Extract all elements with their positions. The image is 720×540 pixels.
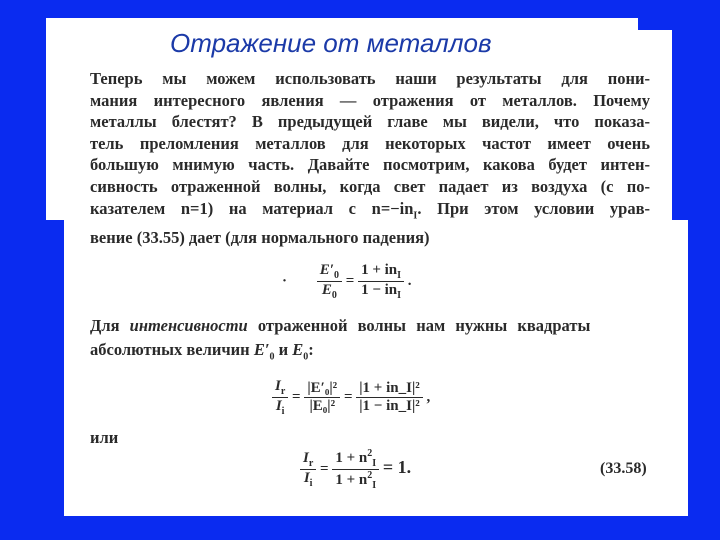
paragraph-line: тель преломления металлов для некоторых частот имеет очень bbox=[90, 133, 650, 153]
paragraph-text bbox=[90, 68, 650, 219]
slide-title: Отражение от металлов bbox=[170, 28, 492, 58]
eq1-lhs-fraction: $\frac{E'_0}{E_0}$ bbox=[317, 262, 342, 301]
paragraph-line-start: казателем n=1) на материал с n=−in bbox=[90, 198, 414, 218]
equals-sign: = bbox=[345, 272, 355, 289]
eq1-rhs-fraction: $\frac{1 + in_I}{1 - in_I}$ bbox=[358, 262, 404, 301]
equation-2: $\frac{I_r}{I_i}$ = $\frac{\text{|E′₀|²}}{\text{|E₀|²}}$ = $\frac{\text{|1 + in\_I|²}}{\text{|1 − in\_I|²}}$ , bbox=[272, 378, 430, 417]
equation-1: · $\frac{E'_0}{E_0}$ = $\frac{1 + in_I}{1 - in_I}$ . bbox=[282, 262, 412, 301]
paragraph-line: сивность отраженной волны, когда свет падает из воздуха (с по- bbox=[90, 176, 650, 196]
equation-number: (33.58) bbox=[600, 460, 647, 477]
subscript: I bbox=[413, 209, 418, 220]
paragraph-line: металлы блестят? В предыдущей главе мы видели, что показа- bbox=[90, 112, 650, 132]
intensity-line: Для интенсивности отраженной волны нам нужны квадраты bbox=[90, 316, 591, 335]
eq3-rhs-fraction: $\frac{1 + n^2_I}{1 + n^2_I}$ bbox=[332, 448, 379, 491]
paragraph-line-end: . При этом условии урав- bbox=[417, 198, 650, 218]
continuation-line: вение (33.55) дает (для нормального падения) bbox=[90, 228, 430, 247]
or-word: или bbox=[90, 428, 119, 447]
bullet-dot: · bbox=[282, 272, 288, 289]
paragraph-line: Теперь мы можем использовать наши результаты для пони- bbox=[90, 69, 650, 88]
paragraph-line-with-formula bbox=[90, 198, 650, 220]
abs-values-line: абсолютных величин $E'_0$ и $E_0$: bbox=[90, 340, 314, 363]
equation-3: $\frac{I_r}{I_i}$ = $\frac{1 + n^2_I}{1 + n^2_I}$ = 1. bbox=[300, 448, 411, 491]
eq3-lhs-fraction: $\frac{I_r}{I_i}$ bbox=[300, 450, 316, 489]
paragraph-line: мания интересного явления — отражения от металлов. Почему bbox=[90, 90, 650, 110]
eq2-mid-fraction: $\frac{\text{|E′₀|²}}{\text{|E₀|²}}$ bbox=[304, 380, 340, 415]
eq2-lhs-fraction: $\frac{I_r}{I_i}$ bbox=[272, 378, 288, 417]
paragraph-line: большую мнимую часть. Давайте посмотрим, какова будет интен- bbox=[90, 155, 650, 175]
eq2-rhs-fraction: $\frac{\text{|1 + in\_I|²}}{\text{|1 − in\_I|²}}$ bbox=[356, 380, 423, 415]
